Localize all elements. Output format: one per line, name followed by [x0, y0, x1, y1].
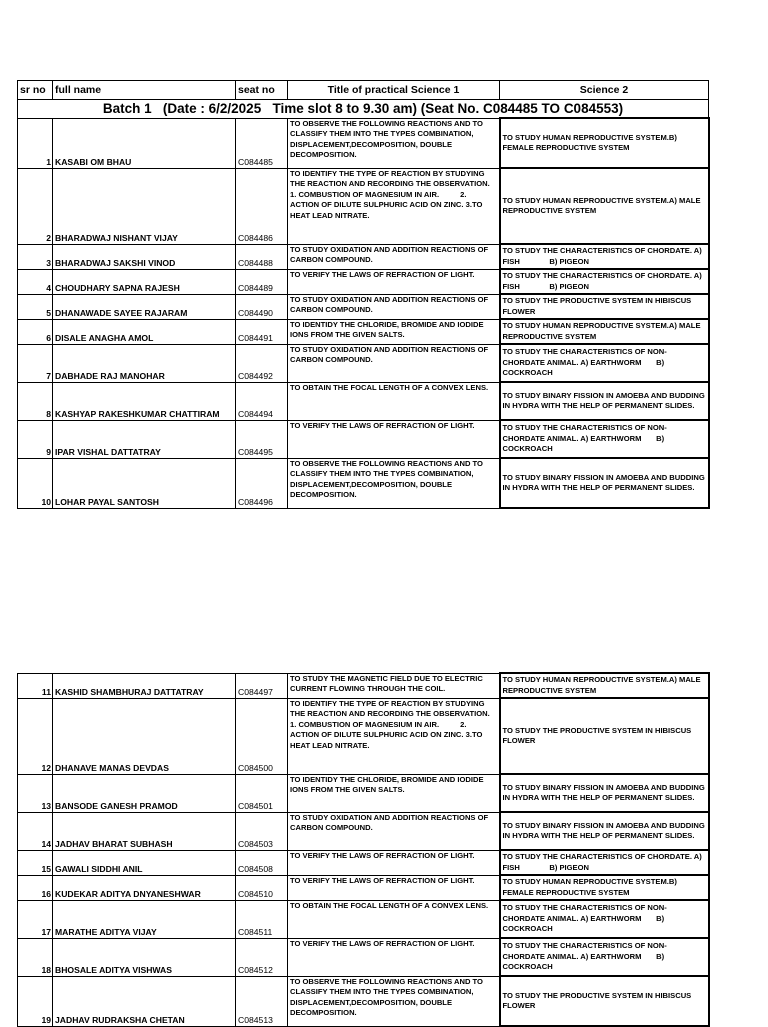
seat-no-cell: C084488 — [236, 244, 288, 269]
sr-no-cell: 19 — [18, 976, 53, 1026]
sr-no-cell: 11 — [18, 673, 53, 698]
seat-no-cell: C084510 — [236, 875, 288, 900]
science-1-cell: TO STUDY OXIDATION AND ADDITION REACTIONS OF CARBON COMPOUND. — [288, 244, 500, 269]
seat-no-cell: C084494 — [236, 382, 288, 420]
science-2-cell: TO STUDY THE CHARACTERISTICS OF NON-CHORDATE ANIMAL. A) EARTHWORM B) COCKROACH — [500, 420, 709, 458]
header-science-2: Science 2 — [500, 81, 709, 100]
science-2-cell: TO STUDY THE CHARACTERISTICS OF CHORDATE. A) FISH B) PIGEON — [500, 850, 709, 875]
sr-no-cell: 15 — [18, 850, 53, 875]
batch-title: Batch 1 (Date : 6/2/2025 Time slot 8 to 9.30 am) (Seat No. C084485 TO C084553) — [18, 100, 709, 119]
sr-no-cell: 17 — [18, 900, 53, 938]
table-row — [18, 938, 709, 976]
table-row — [18, 294, 709, 319]
table-row — [18, 774, 709, 812]
science-2-cell: TO STUDY THE PRODUCTIVE SYSTEM IN HIBISCUS FLOWER — [500, 976, 709, 1026]
table-row — [18, 698, 709, 774]
science-2-cell: TO STUDY BINARY FISSION IN AMOEBA AND BUDDING IN HYDRA WITH THE HELP OF PERMANENT SLIDES. — [500, 382, 709, 420]
seat-no-cell: C084492 — [236, 344, 288, 382]
sr-no-cell: 7 — [18, 344, 53, 382]
seat-no-cell: C084496 — [236, 458, 288, 508]
sr-no-cell: 9 — [18, 420, 53, 458]
full-name-cell: LOHAR PAYAL SANTOSH — [53, 458, 236, 508]
table-row — [18, 382, 709, 420]
full-name-cell: JADHAV RUDRAKSHA CHETAN — [53, 976, 236, 1026]
table-row — [18, 244, 709, 269]
header-seat-no: seat no — [236, 81, 288, 100]
seat-no-cell: C084501 — [236, 774, 288, 812]
sr-no-cell: 2 — [18, 168, 53, 244]
full-name-cell: DABHADE RAJ MANOHAR — [53, 344, 236, 382]
table-row — [18, 344, 709, 382]
table-row — [18, 976, 709, 1026]
seat-no-cell: C084511 — [236, 900, 288, 938]
table-row — [18, 168, 709, 244]
schedule-table-top — [17, 80, 710, 509]
science-2-cell: TO STUDY THE CHARACTERISTICS OF NON-CHORDATE ANIMAL. A) EARTHWORM B) COCKROACH — [500, 938, 709, 976]
science-1-cell: TO OBTAIN THE FOCAL LENGTH OF A CONVEX LENS. — [288, 382, 500, 420]
science-1-cell: TO VERIFY THE LAWS OF REFRACTION OF LIGHT. — [288, 875, 500, 900]
full-name-cell: IPAR VISHAL DATTATRAY — [53, 420, 236, 458]
science-1-cell: TO IDENTIFY THE TYPE OF REACTION BY STUDYING THE REACTION AND RECORDING THE OBSERVATION. 1. COMBUSTION OF MAGNESIUM IN AIR. 2. ACTION OF DILUTE SULPHURIC ACID ON ZINC. 3.TO HEAT LEAD NITRATE. — [288, 698, 500, 774]
table-row — [18, 673, 709, 698]
header-full-name: full name — [53, 81, 236, 100]
sr-no-cell: 4 — [18, 269, 53, 294]
science-1-cell: TO STUDY OXIDATION AND ADDITION REACTIONS OF CARBON COMPOUND. — [288, 294, 500, 319]
seat-no-cell: C084490 — [236, 294, 288, 319]
science-1-cell: TO OBSERVE THE FOLLOWING REACTIONS AND TO CLASSIFY THEM INTO THE TYPES COMBINATION, DISPLACEMENT,DECOMPOSITION, DOUBLE DECOMPOSITION. — [288, 118, 500, 168]
science-2-cell: TO STUDY THE CHARACTERISTICS OF NON-CHORDATE ANIMAL. A) EARTHWORM B) COCKROACH — [500, 900, 709, 938]
full-name-cell: BANSODE GANESH PRAMOD — [53, 774, 236, 812]
seat-no-cell: C084512 — [236, 938, 288, 976]
science-1-cell: TO VERIFY THE LAWS OF REFRACTION OF LIGHT. — [288, 938, 500, 976]
full-name-cell: DHANAVE MANAS DEVDAS — [53, 698, 236, 774]
seat-no-cell: C084500 — [236, 698, 288, 774]
full-name-cell: JADHAV BHARAT SUBHASH — [53, 812, 236, 850]
seat-no-cell: C084497 — [236, 673, 288, 698]
science-2-cell: TO STUDY THE CHARACTERISTICS OF CHORDATE. A) FISH B) PIGEON — [500, 269, 709, 294]
seat-no-cell: C084491 — [236, 319, 288, 344]
full-name-cell: BHARADWAJ NISHANT VIJAY — [53, 168, 236, 244]
science-1-cell: TO IDENTIFY THE TYPE OF REACTION BY STUDYING THE REACTION AND RECORDING THE OBSERVATION. 1. COMBUSTION OF MAGNESIUM IN AIR. 2. ACTION OF DILUTE SULPHURIC ACID ON ZINC. 3.TO HEAT LEAD NITRATE. — [288, 168, 500, 244]
science-1-cell: TO STUDY THE MAGNETIC FIELD DUE TO ELECTRIC CURRENT FLOWING THROUGH THE COIL. — [288, 673, 500, 698]
sr-no-cell: 16 — [18, 875, 53, 900]
sr-no-cell: 14 — [18, 812, 53, 850]
science-1-cell: TO IDENTIDY THE CHLORIDE, BROMIDE AND IODIDE IONS FROM THE GIVEN SALTS. — [288, 774, 500, 812]
seat-no-cell: C084513 — [236, 976, 288, 1026]
seat-no-cell: C084485 — [236, 118, 288, 168]
header-row — [18, 81, 709, 100]
sr-no-cell: 12 — [18, 698, 53, 774]
header-sr-no: sr no — [18, 81, 53, 100]
sr-no-cell: 3 — [18, 244, 53, 269]
science-1-cell: TO IDENTIDY THE CHLORIDE, BROMIDE AND IODIDE IONS FROM THE GIVEN SALTS. — [288, 319, 500, 344]
seat-no-cell: C084508 — [236, 850, 288, 875]
science-1-cell: TO OBTAIN THE FOCAL LENGTH OF A CONVEX LENS. — [288, 900, 500, 938]
top-sheet — [17, 80, 710, 509]
table-row — [18, 900, 709, 938]
science-1-cell: TO STUDY OXIDATION AND ADDITION REACTIONS OF CARBON COMPOUND. — [288, 344, 500, 382]
full-name-cell: KASHYAP RAKESHKUMAR CHATTIRAM — [53, 382, 236, 420]
science-1-cell: TO OBSERVE THE FOLLOWING REACTIONS AND TO CLASSIFY THEM INTO THE TYPES COMBINATION, DISPLACEMENT,DECOMPOSITION, DOUBLE DECOMPOSITION. — [288, 458, 500, 508]
sr-no-cell: 8 — [18, 382, 53, 420]
table-row — [18, 118, 709, 168]
sr-no-cell: 18 — [18, 938, 53, 976]
sr-no-cell: 6 — [18, 319, 53, 344]
table-row — [18, 812, 709, 850]
science-1-cell: TO VERIFY THE LAWS OF REFRACTION OF LIGHT. — [288, 420, 500, 458]
table-row — [18, 458, 709, 508]
full-name-cell: DHANAWADE SAYEE RAJARAM — [53, 294, 236, 319]
top-rows — [18, 118, 709, 508]
header-science-1: Title of practical Science 1 — [288, 81, 500, 100]
table-row — [18, 850, 709, 875]
seat-no-cell: C084489 — [236, 269, 288, 294]
sr-no-cell: 10 — [18, 458, 53, 508]
science-1-cell: TO VERIFY THE LAWS OF REFRACTION OF LIGHT. — [288, 850, 500, 875]
full-name-cell: KASHID SHAMBHURAJ DATTATRAY — [53, 673, 236, 698]
table-row — [18, 420, 709, 458]
full-name-cell: KUDEKAR ADITYA DNYANESHWAR — [53, 875, 236, 900]
table-row — [18, 875, 709, 900]
schedule-table-bottom — [17, 672, 710, 1027]
science-2-cell: TO STUDY HUMAN REPRODUCTIVE SYSTEM.A) MALE REPRODUCTIVE SYSTEM — [500, 673, 709, 698]
sr-no-cell: 1 — [18, 118, 53, 168]
sr-no-cell: 5 — [18, 294, 53, 319]
science-2-cell: TO STUDY BINARY FISSION IN AMOEBA AND BUDDING IN HYDRA WITH THE HELP OF PERMANENT SLIDES. — [500, 812, 709, 850]
science-2-cell: TO STUDY THE PRODUCTIVE SYSTEM IN HIBISCUS FLOWER — [500, 294, 709, 319]
full-name-cell: BHOSALE ADITYA VISHWAS — [53, 938, 236, 976]
table-row — [18, 319, 709, 344]
full-name-cell: KASABI OM BHAU — [53, 118, 236, 168]
science-2-cell: TO STUDY THE CHARACTERISTICS OF NON-CHORDATE ANIMAL. A) EARTHWORM B) COCKROACH — [500, 344, 709, 382]
table-row — [18, 269, 709, 294]
science-2-cell: TO STUDY HUMAN REPRODUCTIVE SYSTEM.A) MALE REPRODUCTIVE SYSTEM — [500, 319, 709, 344]
full-name-cell: GAWALI SIDDHI ANIL — [53, 850, 236, 875]
science-2-cell: TO STUDY BINARY FISSION IN AMOEBA AND BUDDING IN HYDRA WITH THE HELP OF PERMANENT SLIDES. — [500, 458, 709, 508]
science-2-cell: TO STUDY BINARY FISSION IN AMOEBA AND BUDDING IN HYDRA WITH THE HELP OF PERMANENT SLIDES. — [500, 774, 709, 812]
science-2-cell: TO STUDY HUMAN REPRODUCTIVE SYSTEM.A) MALE REPRODUCTIVE SYSTEM — [500, 168, 709, 244]
full-name-cell: MARATHE ADITYA VIJAY — [53, 900, 236, 938]
full-name-cell: DISALE ANAGHA AMOL — [53, 319, 236, 344]
seat-no-cell: C084486 — [236, 168, 288, 244]
bottom-rows — [18, 673, 709, 1026]
science-2-cell: TO STUDY HUMAN REPRODUCTIVE SYSTEM.B) FEMALE REPRODUCTIVE SYSTEM — [500, 875, 709, 900]
science-2-cell: TO STUDY HUMAN REPRODUCTIVE SYSTEM.B) FEMALE REPRODUCTIVE SYSTEM — [500, 118, 709, 168]
science-1-cell: TO OBSERVE THE FOLLOWING REACTIONS AND TO CLASSIFY THEM INTO THE TYPES COMBINATION, DISPLACEMENT,DECOMPOSITION, DOUBLE DECOMPOSITION. — [288, 976, 500, 1026]
full-name-cell: CHOUDHARY SAPNA RAJESH — [53, 269, 236, 294]
science-1-cell: TO STUDY OXIDATION AND ADDITION REACTIONS OF CARBON COMPOUND. — [288, 812, 500, 850]
full-name-cell: BHARADWAJ SAKSHI VINOD — [53, 244, 236, 269]
seat-no-cell: C084495 — [236, 420, 288, 458]
science-1-cell: TO VERIFY THE LAWS OF REFRACTION OF LIGHT. — [288, 269, 500, 294]
bottom-sheet — [17, 672, 710, 1027]
sr-no-cell: 13 — [18, 774, 53, 812]
batch-row — [18, 100, 709, 119]
seat-no-cell: C084503 — [236, 812, 288, 850]
science-2-cell: TO STUDY THE CHARACTERISTICS OF CHORDATE. A) FISH B) PIGEON — [500, 244, 709, 269]
science-2-cell: TO STUDY THE PRODUCTIVE SYSTEM IN HIBISCUS FLOWER — [500, 698, 709, 774]
